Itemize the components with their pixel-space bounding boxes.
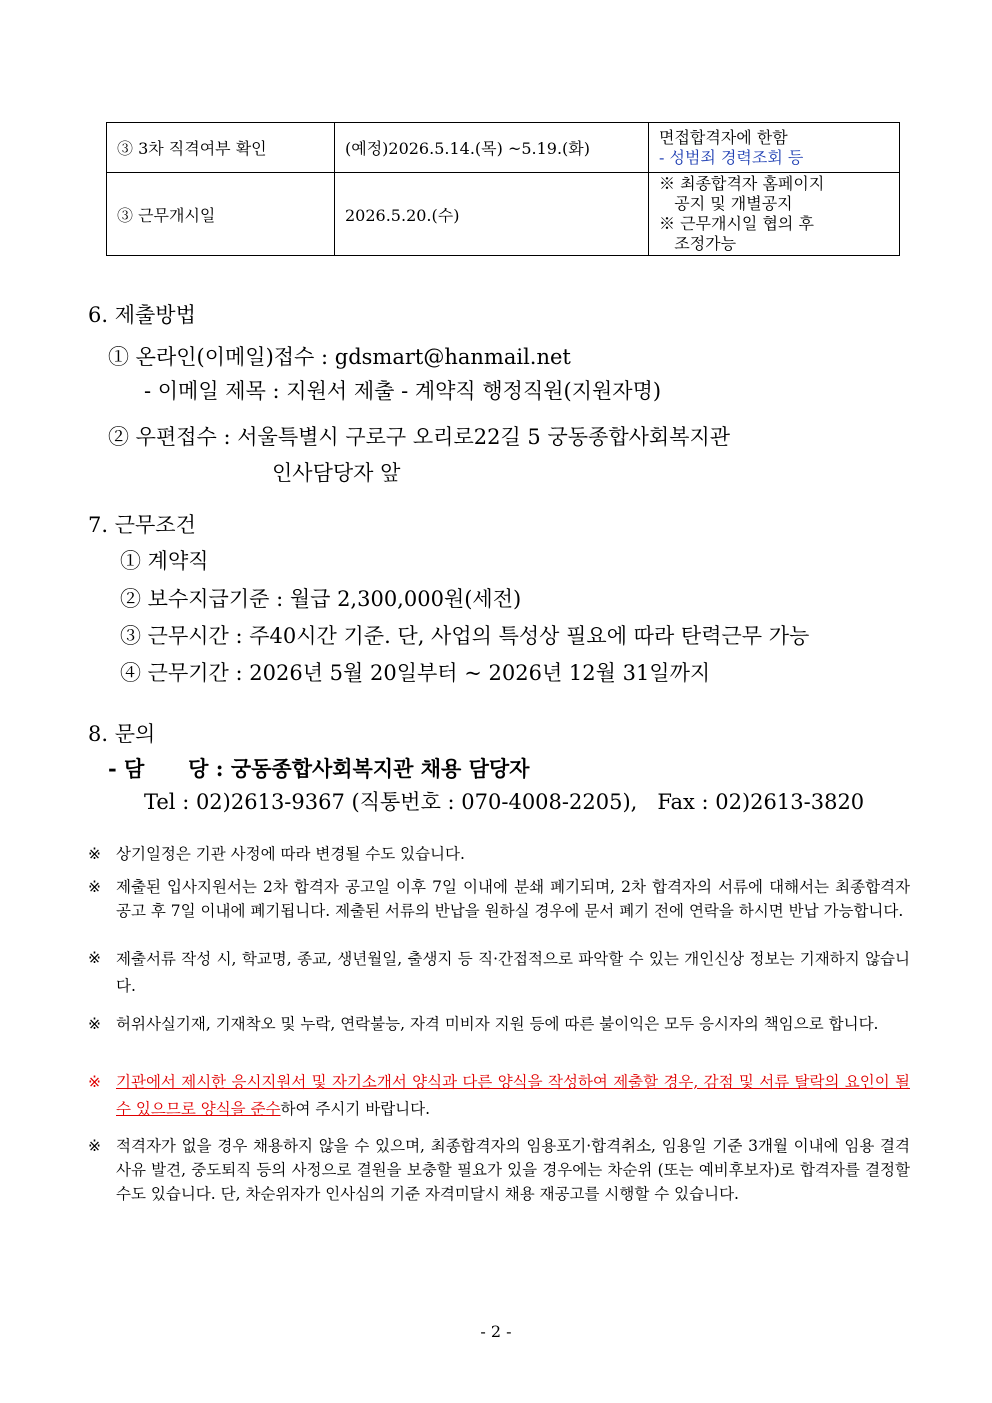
- contact-person: - 담 당 : 궁동종합사회복지관 채용 담당자: [108, 756, 530, 781]
- notice-text: 제출된 입사지원서는 2차 합격자 공고일 이후 7일 이내에 분쇄 폐기되며, 2차 합격자의 서류에 대해서는 최종합격자 공고 후 7일 이내에 폐기됩니다. 제출된 서류의 반납을 원하실 경우에 문서 폐기 전에 연락을 하시면 반납 가능합니다.: [116, 878, 910, 920]
- notice-mark: ※: [88, 1073, 101, 1091]
- table-row: [107, 173, 900, 256]
- notice-5: [88, 1069, 910, 1123]
- notice-mark: ※: [88, 1137, 101, 1155]
- schedule-note-line: 공지 및 개별공지: [659, 194, 793, 213]
- condition-item: ③ 근무시간 : 주40시간 기준. 단, 사업의 특성상 필요에 따라 탄력근무 가능: [120, 624, 810, 648]
- condition-item: ① 계약직: [120, 549, 209, 573]
- schedule-date: (예정)2026.5.14.(목) ~5.19.(화): [335, 123, 649, 173]
- schedule-note: [649, 123, 900, 173]
- notice-text: [116, 1069, 910, 1123]
- section-8-heading: 8. 문의: [88, 722, 156, 746]
- online-submission: ① 온라인(이메일)접수 : gdsmart@hanmail.net: [108, 345, 571, 369]
- schedule-table: [106, 122, 900, 256]
- schedule-note: [649, 173, 900, 256]
- postal-submission: ② 우편접수 : 서울특별시 구로구 오리로22길 5 궁동종합사회복지관: [108, 425, 731, 449]
- notice-mark: ※: [88, 845, 101, 863]
- notice-2: [88, 875, 910, 923]
- schedule-step: ③ 근무개시일: [107, 173, 335, 256]
- schedule-step: ③ 3차 직격여부 확인: [107, 123, 335, 173]
- notice-4: [88, 1012, 910, 1036]
- notice-text-rest: 하여 주시기 바랍니다.: [280, 1100, 431, 1118]
- notice-highlight: 기관에서 제시한 응시지원서 및 자기소개서 양식과 다른 양식을 작성하여 제출할 경우, 감점 및 서류 탈락의 요인이 될 수 있으므로 양식을 준수: [116, 1073, 910, 1118]
- notice-mark: ※: [88, 878, 101, 896]
- postal-recipient: 인사담당자 앞: [272, 461, 401, 485]
- notice-mark: ※: [88, 949, 101, 967]
- schedule-note-line-blue: - 성범죄 경력조회 등: [659, 147, 804, 167]
- notice-6: [88, 1134, 910, 1206]
- condition-item: ④ 근무기간 : 2026년 5월 20일부터 ~ 2026년 12월 31일까지: [120, 661, 711, 685]
- section-6-heading: 6. 제출방법: [88, 303, 196, 327]
- notice-3: [88, 946, 910, 1000]
- contact-phone: Tel : 02)2613-9367 (직통번호 : 070-4008-2205), Fax : 02)2613-3820: [144, 790, 865, 814]
- condition-item: ② 보수지급기준 : 월급 2,300,000원(세전): [120, 587, 522, 611]
- schedule-date: 2026.5.20.(수): [335, 173, 649, 256]
- notice-text: 허위사실기재, 기재착오 및 누락, 연락불능, 자격 미비자 지원 등에 따른 불이익은 모두 응시자의 책임으로 합니다.: [116, 1015, 879, 1033]
- schedule-note-line: 조정가능: [659, 234, 737, 253]
- schedule-note-line: ※ 최종합격자 홈페이지: [659, 174, 825, 193]
- notice-text: 제출서류 작성 시, 학교명, 종교, 생년월일, 출생지 등 직·간접적으로 파악할 수 있는 개인신상 정보는 기재하지 않습니다.: [116, 950, 910, 995]
- schedule-note-line: 면접합격자에 한함: [659, 127, 788, 147]
- schedule-note-line: ※ 근무개시일 협의 후: [659, 214, 814, 233]
- email-subject: - 이메일 제목 : 지원서 제출 - 계약직 행정직원(지원자명): [144, 379, 662, 403]
- notice-text: 적격자가 없을 경우 채용하지 않을 수 있으며, 최종합격자의 임용포기·합격취소, 임용일 기준 3개월 이내에 임용 결격사유 발견, 중도퇴직 등의 사정으로 결원을 보충할 필요가 있을 경우에는 차순위 (또는 예비후보자)로 합격자를 결정할 수도 있습니다. 단, 차순위자가 인사심의 기준 자격미달시 채용 재공고를 시행할 수 있습니다.: [116, 1137, 910, 1203]
- section-7-heading: 7. 근무조건: [88, 513, 196, 537]
- notice-text: 상기일정은 기관 사정에 따라 변경될 수도 있습니다.: [116, 845, 465, 863]
- notice-1: [88, 842, 910, 866]
- notice-mark: ※: [88, 1015, 101, 1033]
- table-row: [107, 123, 900, 173]
- page-number: - 2 -: [480, 1322, 512, 1341]
